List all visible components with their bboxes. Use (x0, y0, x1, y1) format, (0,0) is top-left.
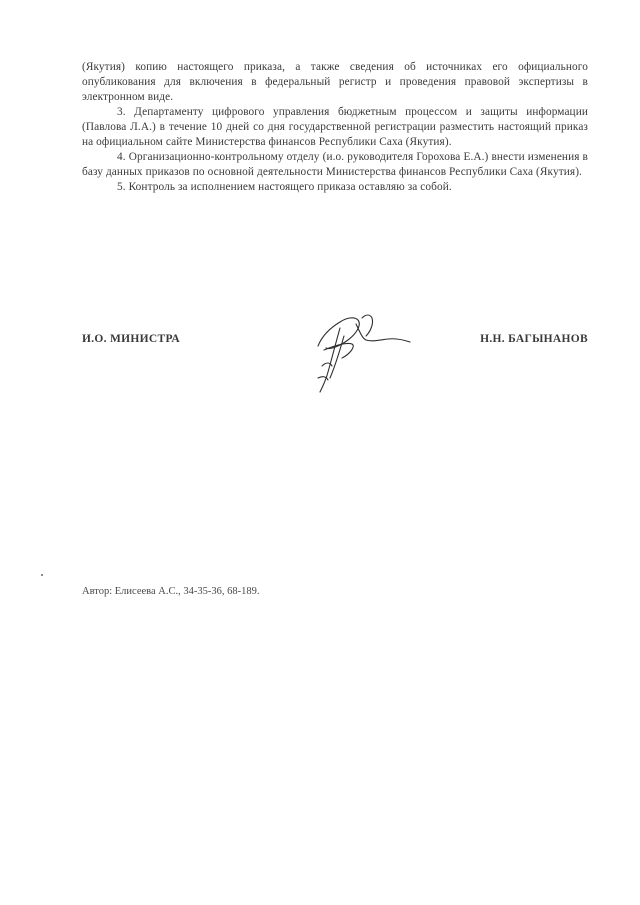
document-body (82, 60, 588, 195)
handwritten-signature (300, 306, 420, 396)
author-line: Автор: Елисеева А.С., 34-35-36, 68-189. (82, 586, 260, 597)
signatory-title: И.О. МИНИСТРА (82, 333, 180, 345)
paragraph-continuation: (Якутия) копию настоящего приказа, а также сведения об источниках его официального опубликования для включения в федеральный регистр и проведения правовой экспертизы в электронном виде. (82, 61, 588, 103)
paragraph-item-4: 4. Организационно-контрольному отделу (и.о. руководителя Горохова Е.А.) внести изменения в базу данных приказов по основной деятельности Министерства финансов Республики Саха (Якутия). (82, 151, 588, 178)
scan-speck (41, 574, 43, 576)
paragraph-item-5: 5. Контроль за исполнением настоящего приказа оставляю за собой. (117, 181, 452, 193)
paragraph-item-3: 3. Департаменту цифрового управления бюджетным процессом и защиты информации (Павлова Л.А.) в течение 10 дней со дня государственной регистрации разместить настоящий приказ на официальном сайте Министерства финансов Республики Саха (Якутия). (82, 106, 588, 148)
signatory-name: Н.Н. БАГЫНАНОВ (480, 333, 588, 345)
